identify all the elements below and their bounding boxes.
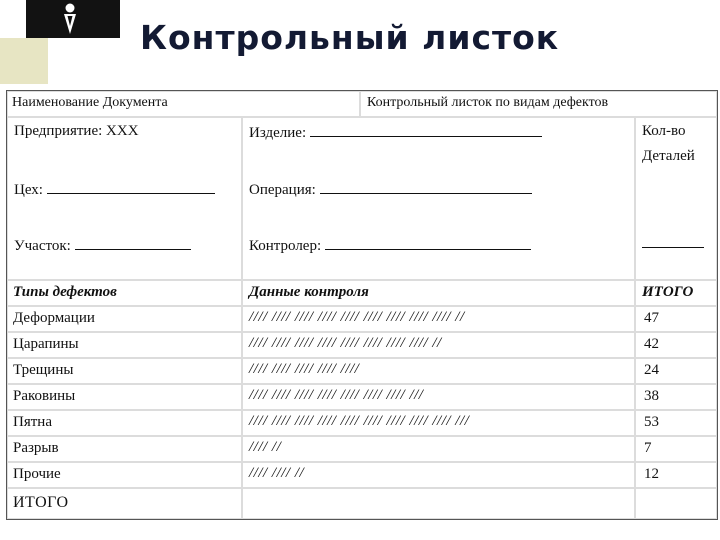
controller-label: Контролер: xyxy=(249,238,322,254)
controller-blank xyxy=(325,236,531,250)
qty-blank xyxy=(642,234,704,248)
check-sheet-form xyxy=(6,90,718,520)
table-row-tally-cell xyxy=(243,463,634,487)
tally-marks: //// //// //// //// //// //// //// //// //// /// xyxy=(249,413,470,429)
table-row-total-cell xyxy=(636,385,716,409)
footer-empty-total-cell xyxy=(636,489,716,518)
table-row-name-cell xyxy=(8,385,241,409)
col-header-total-cell xyxy=(636,281,716,305)
col-header-defect-types: Типы дефектов xyxy=(13,284,117,300)
figure-icon xyxy=(26,0,120,38)
tally-marks: //// //// //// //// //// //// //// /// xyxy=(249,387,424,403)
doc-name-value-cell xyxy=(361,92,716,116)
table-row-tally-cell xyxy=(243,411,634,435)
table-row-tally-cell xyxy=(243,333,634,357)
section-field xyxy=(14,236,191,255)
footer-total-label: ИТОГО xyxy=(13,494,69,511)
defect-name: Разрыв xyxy=(13,440,59,456)
col-header-defect-types-cell xyxy=(8,281,241,305)
product-blank xyxy=(310,123,542,137)
table-row-tally-cell xyxy=(243,359,634,383)
col-header-total: ИТОГО xyxy=(642,284,694,300)
defect-name: Прочие xyxy=(13,466,61,482)
workshop-blank xyxy=(47,180,215,194)
tally-marks: //// //// //// //// //// //// //// //// // xyxy=(249,335,442,351)
doc-name-value: Контрольный листок по видам дефектов xyxy=(367,95,609,110)
footer-total-label-cell xyxy=(8,489,241,518)
table-row-total-cell xyxy=(636,463,716,487)
defect-name: Пятна xyxy=(13,414,52,430)
slide-title: Контрольный листок xyxy=(140,18,560,57)
defect-total: 47 xyxy=(644,310,659,326)
operation-blank xyxy=(320,180,532,194)
doc-name-label: Наименование Документа xyxy=(12,95,168,110)
tally-marks: //// //// //// //// //// //// //// //// //// // xyxy=(249,309,465,325)
table-row-total-cell xyxy=(636,411,716,435)
defect-name: Деформации xyxy=(13,310,95,326)
section-blank xyxy=(75,236,191,250)
enterprise-block xyxy=(8,118,241,279)
table-row-name-cell xyxy=(8,437,241,461)
enterprise-label: Предприятие: ХХХ xyxy=(14,123,139,139)
doc-name-label-cell xyxy=(8,92,359,116)
table-row-name-cell xyxy=(8,463,241,487)
defect-total: 53 xyxy=(644,414,659,430)
controller-field xyxy=(249,236,531,255)
operation-label: Операция: xyxy=(249,182,316,198)
qty-label-line2: Деталей xyxy=(642,148,695,164)
table-row-name-cell xyxy=(8,307,241,331)
footer-empty-data-cell xyxy=(243,489,634,518)
col-header-control-data-cell xyxy=(243,281,634,305)
qty-block xyxy=(636,118,716,279)
col-header-control-data: Данные контроля xyxy=(249,284,369,300)
product-label: Изделие: xyxy=(249,125,307,141)
defect-total: 42 xyxy=(644,336,659,352)
logo xyxy=(26,0,120,38)
defect-total: 24 xyxy=(644,362,659,378)
defect-name: Трещины xyxy=(13,362,74,378)
section-label: Участок: xyxy=(14,238,71,254)
table-row-total-cell xyxy=(636,437,716,461)
table-row-name-cell xyxy=(8,359,241,383)
defect-name: Царапины xyxy=(13,336,79,352)
workshop-label: Цех: xyxy=(14,182,43,198)
defect-name: Раковины xyxy=(13,388,76,404)
product-block xyxy=(243,118,634,279)
table-row-name-cell xyxy=(8,333,241,357)
table-row-total-cell xyxy=(636,333,716,357)
table-row-name-cell xyxy=(8,411,241,435)
tally-marks: //// //// // xyxy=(249,465,305,481)
product-field xyxy=(249,123,542,142)
defect-total: 38 xyxy=(644,388,659,404)
table-row-tally-cell xyxy=(243,437,634,461)
defect-total: 7 xyxy=(644,440,652,456)
table-row-tally-cell xyxy=(243,385,634,409)
tally-marks: //// //// //// //// //// xyxy=(249,361,360,377)
defect-total: 12 xyxy=(644,466,659,482)
side-accent-bar xyxy=(0,38,48,84)
workshop-field xyxy=(14,180,215,199)
table-row-total-cell xyxy=(636,359,716,383)
tally-marks: //// // xyxy=(249,439,282,455)
table-row-tally-cell xyxy=(243,307,634,331)
operation-field xyxy=(249,180,532,199)
table-row-total-cell xyxy=(636,307,716,331)
qty-label-line1: Кол-во xyxy=(642,123,686,139)
